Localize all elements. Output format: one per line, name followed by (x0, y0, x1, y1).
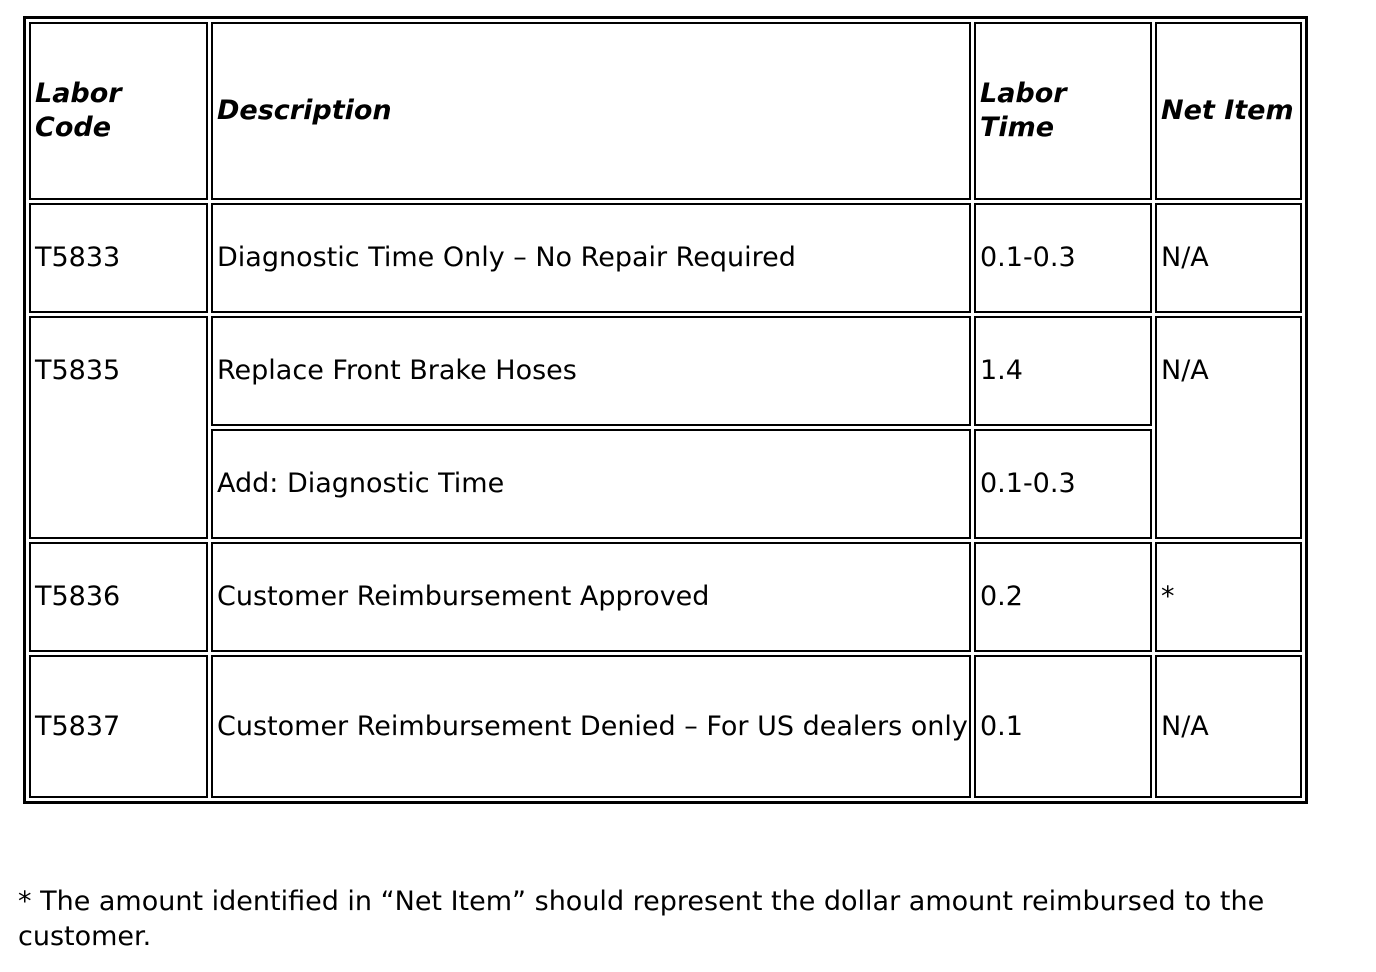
table-row (29, 316, 1302, 426)
header-labor-time: Labor Time (974, 22, 1152, 200)
header-labor-code: Labor Code (29, 22, 208, 200)
net-item-cell: * (1155, 542, 1302, 652)
net-item-cell: N/A (1155, 203, 1302, 313)
description-cell: Diagnostic Time Only – No Repair Required (211, 203, 971, 313)
description-cell: Replace Front Brake Hoses (211, 316, 971, 426)
table-row (29, 542, 1302, 652)
labor-code-cell: T5833 (29, 203, 208, 313)
labor-time-cell: 1.4 (974, 316, 1152, 426)
footnote: * The amount identified in “Net Item” should represent the dollar amount reimbursed to the customer. (18, 886, 1265, 952)
labor-code-cell: T5836 (29, 542, 208, 652)
table-row (29, 655, 1302, 798)
labor-time-cell: 0.1-0.3 (974, 203, 1152, 313)
labor-code-table (23, 16, 1308, 804)
net-item-cell: N/A (1155, 655, 1302, 798)
table-row (29, 203, 1302, 313)
labor-time-cell: 0.2 (974, 542, 1152, 652)
labor-code-cell: T5835 (29, 316, 208, 539)
labor-time-cell: 0.1 (974, 655, 1152, 798)
net-item-cell: N/A (1155, 316, 1302, 539)
table-header-row (29, 22, 1302, 200)
header-net-item: Net Item (1155, 22, 1302, 200)
description-cell: Add: Diagnostic Time (211, 429, 971, 539)
labor-code-cell: T5837 (29, 655, 208, 798)
header-description: Description (211, 22, 971, 200)
table-subrow (29, 429, 1302, 539)
description-cell: Customer Reimbursement Approved (211, 542, 971, 652)
description-cell: Customer Reimbursement Denied – For US dealers only (211, 655, 971, 798)
labor-time-cell: 0.1-0.3 (974, 429, 1152, 539)
